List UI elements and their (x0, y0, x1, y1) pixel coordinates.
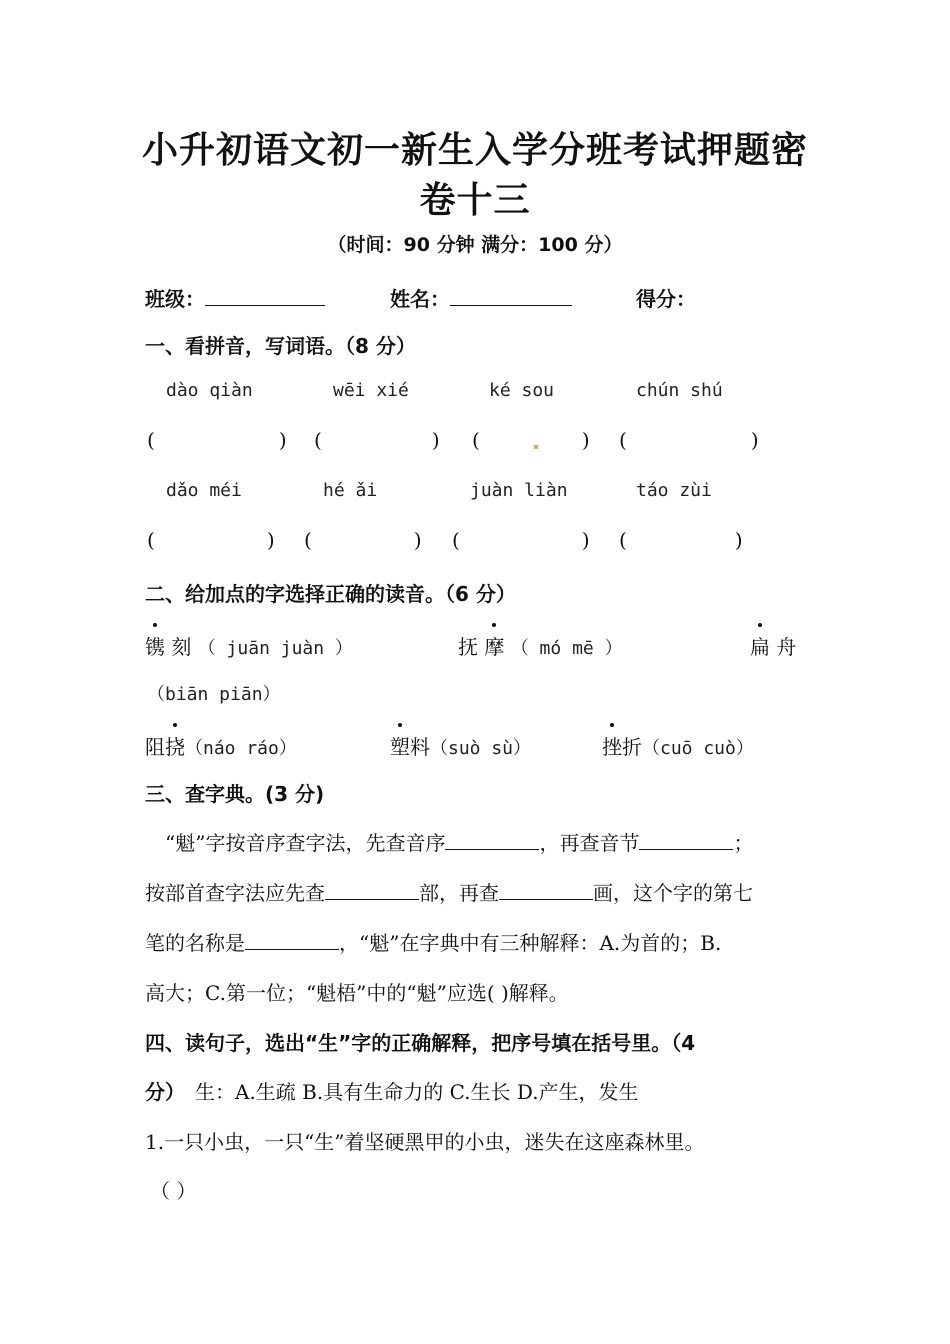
blank-stroke-name[interactable] (245, 931, 339, 950)
pinyin-2: wēi xié (333, 380, 409, 401)
exam-time-score: （时间：90 分钟 满分：100 分） (327, 234, 623, 256)
title-line-1: 小升初语文初一新生入学分班考试押题密 (141, 130, 808, 171)
section3-heading: 三、查字典。(3 分) (145, 782, 325, 806)
title-line-2: 卷十三 (419, 180, 531, 221)
pinyin-4: chún shú (636, 380, 723, 401)
answer-bracket-7[interactable]: ( ) (452, 528, 590, 552)
reading-item-4: 阻挠（náo ráo） (145, 731, 297, 760)
reading-options[interactable]: （ juān juàn ） (197, 638, 353, 659)
dotted-char: 镌 (145, 631, 165, 660)
sheng-options: 生：A.生疏 B.具有生命力的 C.生长 D.产生，发生 (195, 1080, 639, 1104)
name-label: 姓名： (390, 287, 450, 311)
pinyin-6: hé ǎi (323, 480, 378, 501)
blank-initial[interactable] (445, 831, 539, 850)
dotted-char: 挠 (165, 731, 185, 760)
reading-options-3[interactable]: （biān piān） (147, 684, 281, 705)
name-blank[interactable] (450, 287, 572, 306)
dict-paragraph-line-4: 高大；C.第一位；“魁梧”中的“魁”应选( )解释。 (145, 981, 569, 1005)
answer-bracket-8[interactable]: ( ) (619, 528, 743, 552)
reading-options[interactable]: （náo ráo） (185, 738, 297, 759)
dotted-char: 摩 (484, 631, 504, 660)
pinyin-7: juàn liàn (470, 480, 568, 501)
question-1: 1.一只小虫，一只“生”着坚硬黑甲的小虫，迷失在这座森林里。 (145, 1130, 705, 1154)
section4-heading: 四、读句子，选出“生”字的正确解释，把序号填在括号里。（4 (145, 1031, 696, 1055)
answer-bracket-1[interactable]: ( ) (147, 428, 287, 452)
reading-options[interactable]: （suò sù） (430, 738, 532, 759)
section2-heading: 二、给加点的字选择正确的读音。（6 分） (145, 582, 516, 606)
class-label: 班级： (145, 287, 205, 311)
reading-options[interactable]: （cuō cuò） (642, 738, 754, 759)
answer-bracket-3[interactable]: ( ) (472, 428, 590, 452)
name-field (390, 283, 572, 312)
reading-item-2: 抚 摩 （ mó mē ） (458, 631, 623, 660)
dotted-char: 挫 (602, 731, 622, 760)
blank-strokes[interactable] (499, 881, 593, 900)
reading-item-3: 扁 舟 (750, 631, 796, 660)
reading-item-6: 挫折（cuō cuò） (602, 731, 754, 760)
class-field (145, 283, 325, 312)
reading-item-5: 塑料（suò sù） (390, 731, 531, 760)
dotted-char: 塑 (390, 731, 410, 760)
pinyin-5: dǎo méi (166, 480, 242, 501)
dict-paragraph-line-2: 按部首查字法应先查 部，再查 画，这个字的第七 (145, 881, 753, 905)
pinyin-8: táo zùi (636, 480, 712, 501)
score-label: 得分： (636, 287, 696, 311)
question-1-answer[interactable]: （ ） (150, 1179, 197, 1203)
class-blank[interactable] (205, 287, 325, 306)
answer-bracket-4[interactable]: ( ) (619, 428, 759, 452)
pinyin-3: ké sou (489, 380, 555, 401)
reading-item-1: 镌 刻 （ juān juàn ） (145, 631, 353, 660)
dict-paragraph-line-1: “魁”字按音序查字法，先查音序 ，再查音节 ； (165, 831, 754, 855)
blank-radical[interactable] (325, 881, 419, 900)
reading-options[interactable]: （ mó mē ） (510, 638, 623, 659)
answer-bracket-5[interactable]: ( ) (147, 528, 275, 552)
blank-syllable[interactable] (639, 831, 733, 850)
dict-paragraph-line-3: 笔的名称是 ，“魁”在字典中有三种解释：A.为首的；B. (145, 931, 722, 955)
section1-heading: 一、看拼音，写词语。（8 分） (145, 334, 416, 358)
ink-speck (534, 445, 538, 449)
section4-options-line: 分） 生：A.生疏 B.具有生命力的 C.生长 D.产生，发生 (145, 1080, 639, 1104)
pinyin-1: dào qiàn (166, 380, 253, 401)
answer-bracket-6[interactable]: ( ) (304, 528, 422, 552)
dotted-char: 扁 (750, 631, 770, 660)
answer-bracket-2[interactable]: ( ) (314, 428, 440, 452)
